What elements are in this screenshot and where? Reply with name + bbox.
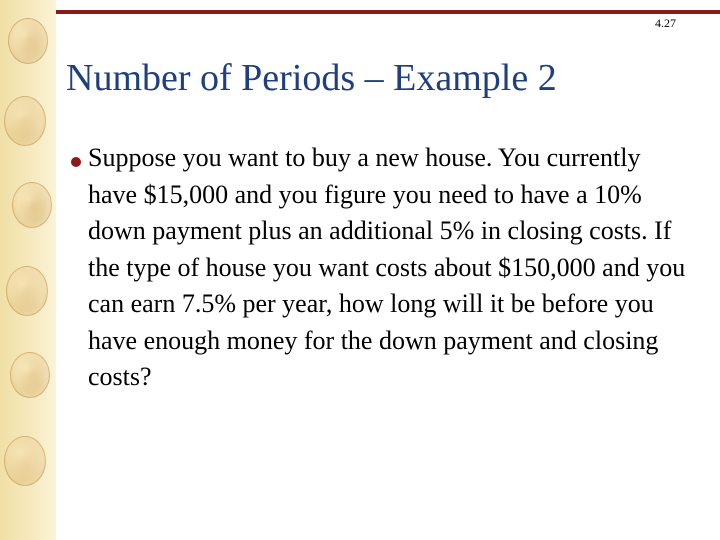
slide-title: Number of Periods – Example 2 <box>66 57 557 99</box>
coin-icon <box>4 436 46 486</box>
coin-icon <box>10 352 50 398</box>
bullet-item <box>68 140 688 396</box>
bullet-text: Suppose you want to buy a new house. You currently have $15,000 and you figure you need to have a 10% down payment plus an additional 5% in closing costs. If the type of house you want costs about $150,000 and you can earn 7.5% per year, how long will it be before you have enough money for the down payment and closing costs? <box>88 143 686 391</box>
round-bullet-icon <box>71 157 81 167</box>
top-accent-bar <box>56 10 720 14</box>
bullet-list <box>68 140 688 396</box>
coin-icon <box>6 266 48 316</box>
slide-number: 4.27 <box>655 16 676 30</box>
decorative-coin-strip <box>0 0 56 540</box>
coin-icon <box>12 182 52 228</box>
coin-icon <box>4 96 46 146</box>
coin-icon <box>8 18 48 64</box>
